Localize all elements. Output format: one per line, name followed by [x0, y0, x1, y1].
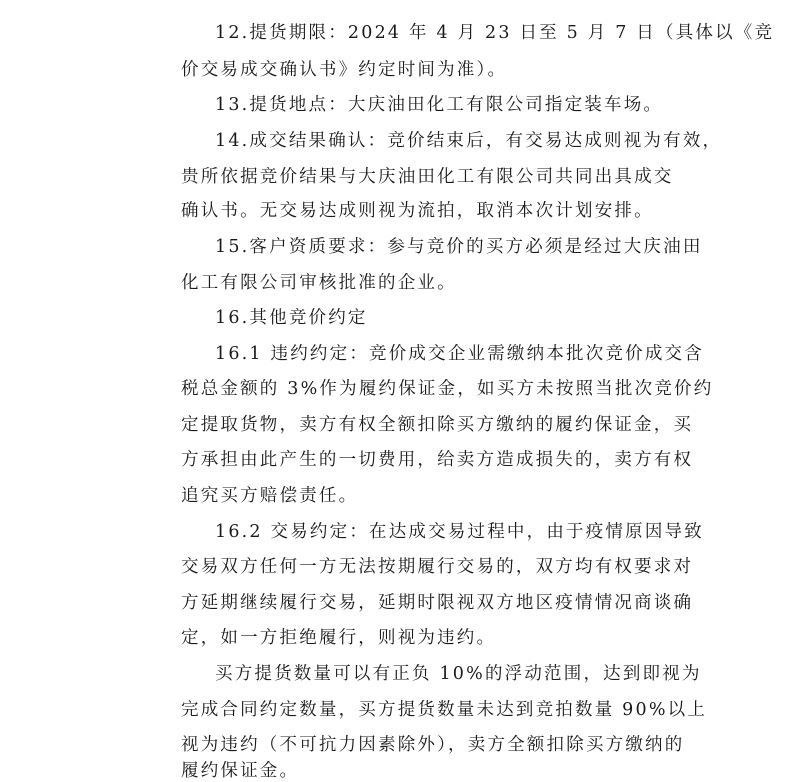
clause-14-line-2: 贵所依据竞价结果与大庆油田化工有限公司共同出具成交 — [181, 167, 674, 187]
quantity-clause-line-1: 买方提货数量可以有正负 10%的浮动范围，达到即视为 — [215, 664, 702, 684]
clause-16-1-line-1: 16.1 违约约定：竞价成交企业需缴纳本批次竞价成交含 — [215, 344, 704, 364]
clause-16-1-line-4: 方承担由此产生的一切费用，给卖方造成损失的，卖方有权 — [181, 450, 694, 470]
clause-16-heading: 16.其他竞价约定 — [215, 308, 368, 328]
quantity-clause-line-2: 完成合同约定数量，买方提货数量未达到竞拍数量 90%以上 — [181, 700, 708, 720]
quantity-clause-line-3: 视为违约（不可抗力因素除外），卖方全额扣除买方缴纳的 — [181, 735, 685, 755]
clause-15-line-2: 化工有限公司审核批准的企业。 — [181, 273, 457, 293]
clause-16-1-line-3: 定提取货物，卖方有权全额扣除买方缴纳的履约保证金，买 — [181, 415, 694, 435]
clause-14-line-3: 确认书。无交易达成则视为流拍，取消本次计划安排。 — [181, 201, 654, 221]
clause-14-line-1: 14.成交结果确认：竞价结束后，有交易达成则视为有效， — [215, 131, 723, 151]
clause-16-2-line-3: 方延期继续履行交易，延期时限视双方地区疫情情况商谈确 — [181, 593, 694, 613]
quantity-clause-line-4: 履约保证金。 — [181, 761, 300, 781]
clause-15-line-1: 15.客户资质要求：参与竞价的买方必须是经过大庆油田 — [215, 237, 703, 257]
clause-16-2-line-2: 交易双方任何一方无法按期履行交易的，双方均有权要求对 — [181, 557, 694, 577]
clause-16-1-line-2: 税总金额的 3%作为履约保证金，如买方未按照当批次竞价约 — [181, 379, 714, 399]
clause-16-2-line-1: 16.2 交易约定：在达成交易过程中，由于疫情原因导致 — [215, 522, 704, 542]
clause-16-2-line-4: 定，如一方拒绝履行，则视为违约。 — [181, 628, 497, 648]
clause-12-line-2: 价交易成交确认书》约定时间为准）。 — [181, 60, 508, 80]
clause-16-1-line-5: 追究买方赔偿责任。 — [181, 486, 359, 506]
clause-13-line-1: 13.提货地点：大庆油田化工有限公司指定装车场。 — [215, 95, 664, 115]
clause-12-line-1: 12.提货期限：2024 年 4 月 23 日至 5 月 7 日（具体以《竞 — [215, 23, 775, 43]
